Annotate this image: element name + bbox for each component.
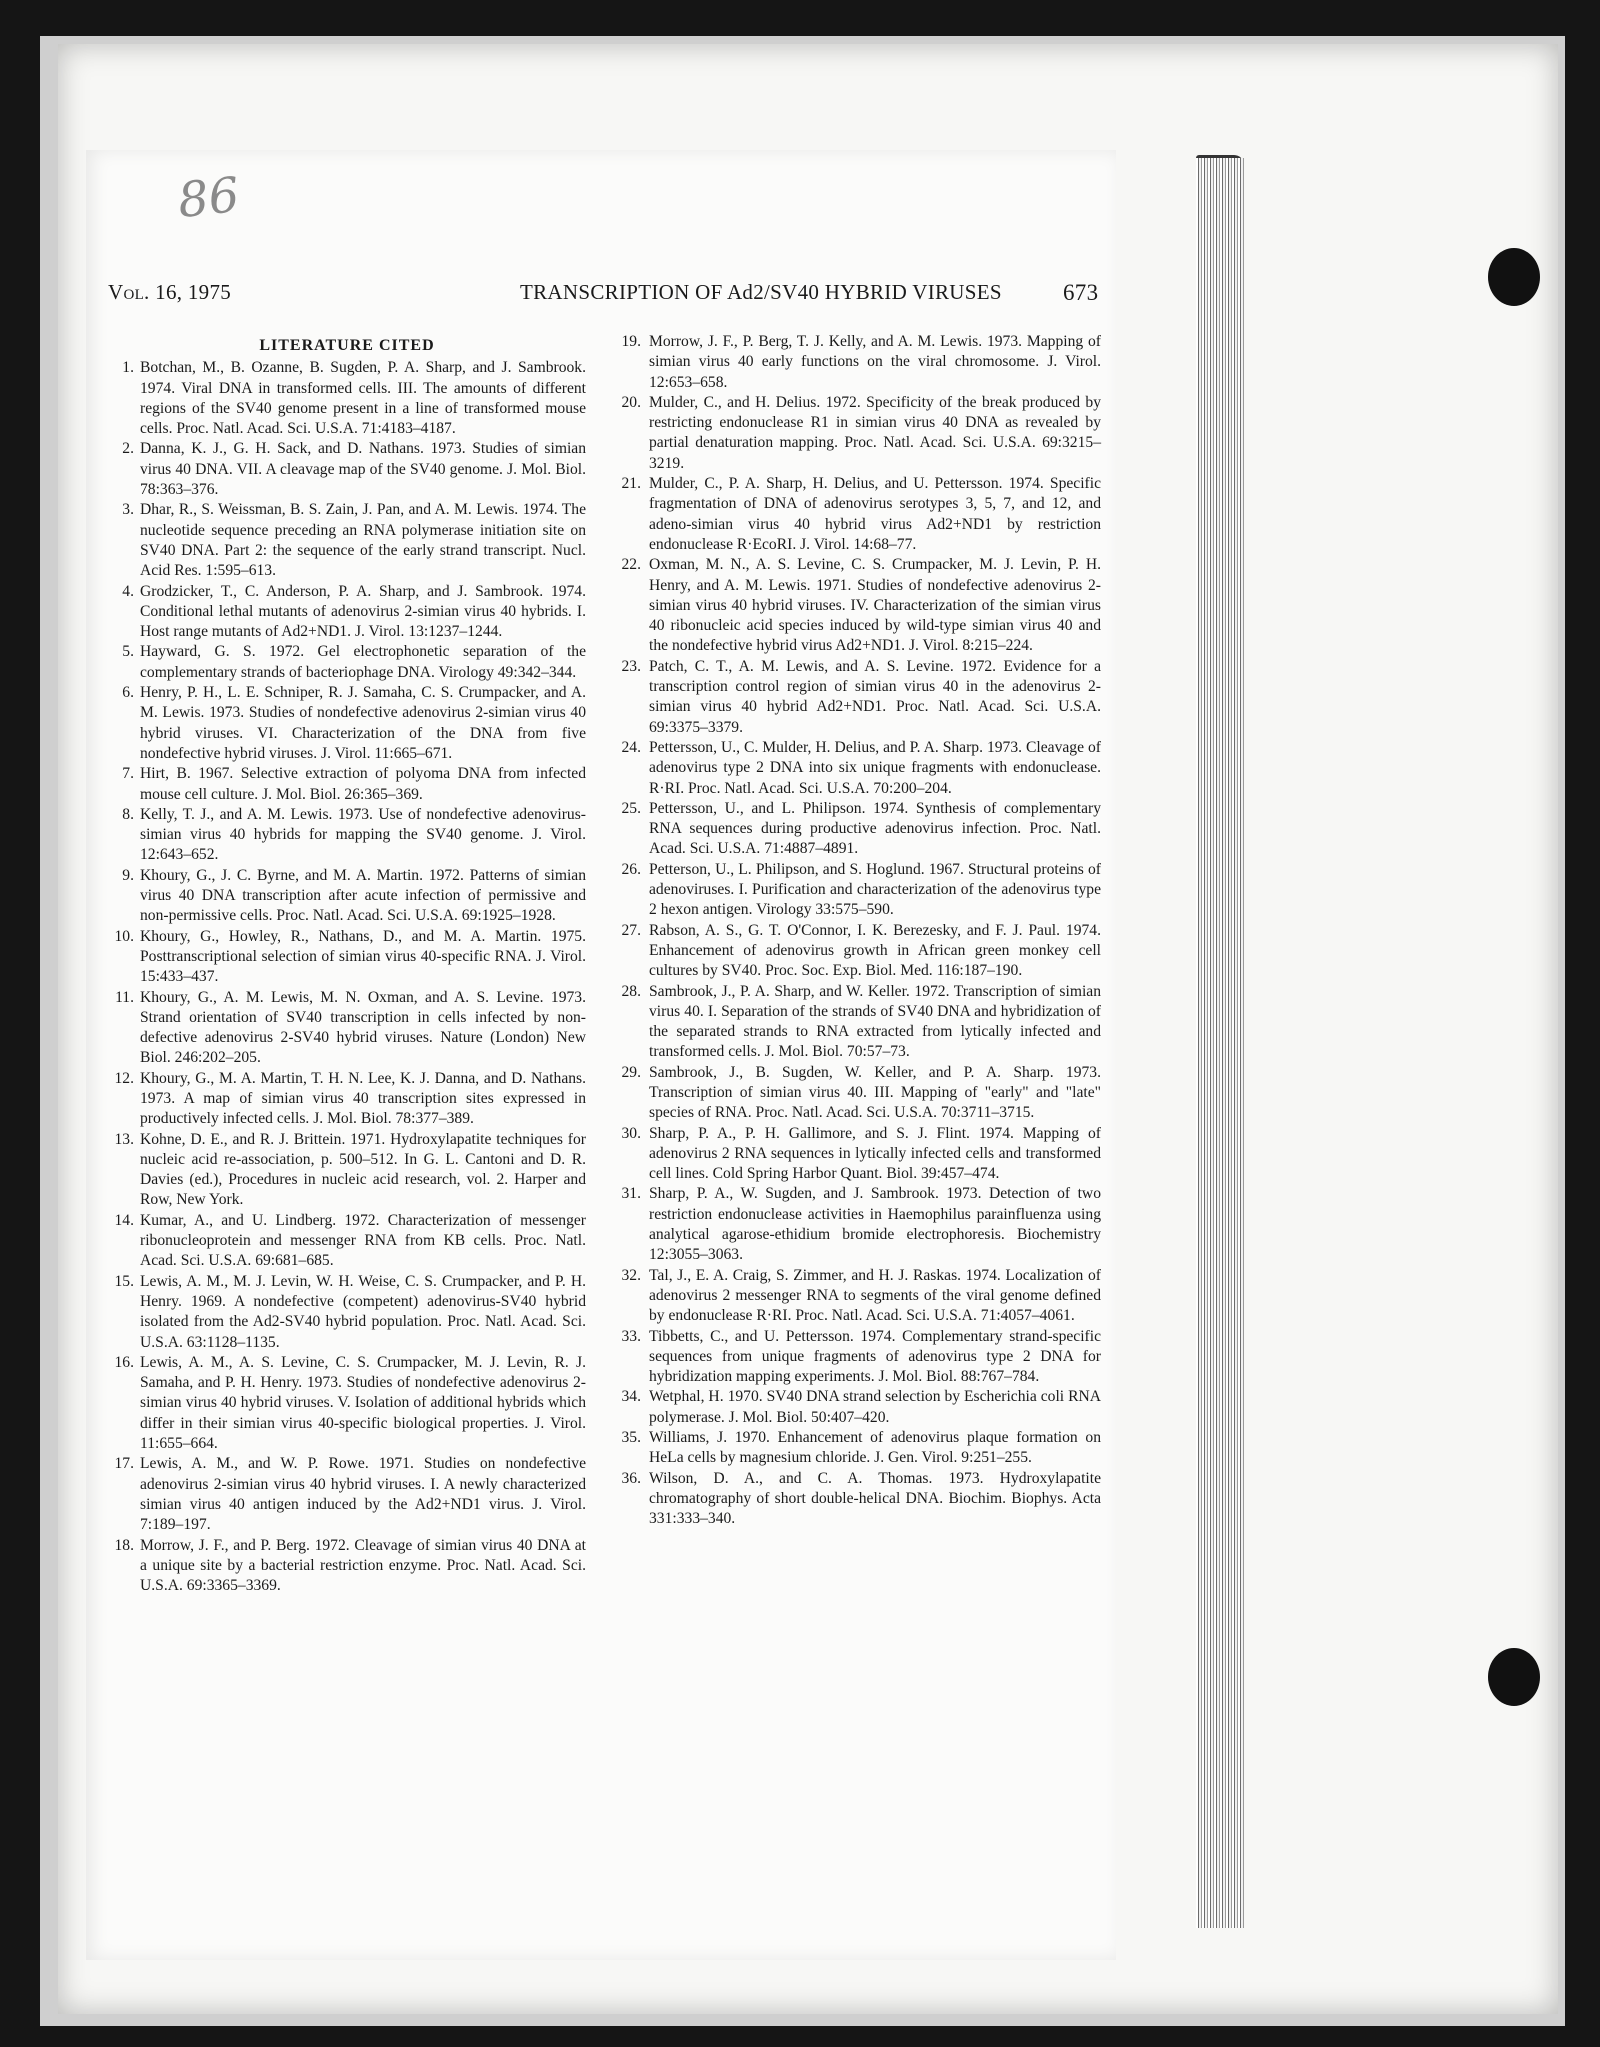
reference-item bbox=[108, 683, 586, 764]
reference-number: 29. bbox=[621, 1063, 641, 1081]
punch-hole bbox=[1488, 248, 1540, 306]
reference-item bbox=[108, 988, 586, 1069]
reference-item bbox=[611, 738, 1101, 799]
reference-number: 9. bbox=[122, 866, 134, 884]
reference-number: 12. bbox=[114, 1069, 134, 1087]
reference-item bbox=[611, 799, 1101, 860]
reference-item bbox=[108, 439, 586, 500]
reference-number: 18. bbox=[114, 1536, 134, 1554]
reference-number: 21. bbox=[621, 475, 641, 493]
reference-number: 32. bbox=[621, 1266, 641, 1284]
reference-text: Lewis, A. M., and W. P. Rowe. 1971. Studies on nondefective adenovirus 2-simian virus 40 hybrid viruses. I. A newly characterized simian virus 40 antigen induced by the Ad2+ND1 virus. J. Virol. 7:189–197. bbox=[140, 1455, 586, 1534]
reference-number: 34. bbox=[621, 1388, 641, 1406]
reference-text: Dhar, R., S. Weissman, B. S. Zain, J. Pan, and A. M. Lewis. 1974. The nucleotide sequence preceding an RNA polymerase initiation site on SV40 DNA. Part 2: the sequence of the early strand transcript. Nucl. Acid Res. 1:595–613. bbox=[140, 501, 586, 580]
reference-text: Grodzicker, T., C. Anderson, P. A. Sharp, and J. Sambrook. 1974. Conditional lethal mutants of adenovirus 2-simian virus 40 hybrids. I. Host range mutants of Ad2+ND1. J. Virol. 13:1237–1244. bbox=[140, 582, 586, 641]
reference-text: Mulder, C., and H. Delius. 1972. Specificity of the break produced by restricting endonuclease R1 in simian virus 40 DNA as revealed by partial denaturation mapping. Proc. Natl. Acad. Sci. U.S.A. 69:3215–3219. bbox=[649, 393, 1101, 472]
reference-item bbox=[108, 764, 586, 805]
reference-text: Williams, J. 1970. Enhancement of adenovirus plaque formation on HeLa cells by magnesium chloride. J. Gen. Virol. 9:251–255. bbox=[649, 1429, 1101, 1467]
left-column bbox=[108, 332, 586, 1596]
reference-text: Morrow, J. F., and P. Berg. 1972. Cleavage of simian virus 40 DNA at a unique site by a bacterial restriction enzyme. Proc. Natl. Acad. Sci. U.S.A. 69:3365–3369. bbox=[140, 1536, 586, 1595]
reference-item bbox=[611, 1469, 1101, 1530]
reference-number: 36. bbox=[621, 1469, 641, 1487]
reference-item bbox=[108, 1536, 586, 1597]
reference-number: 3. bbox=[122, 501, 134, 519]
reference-item bbox=[611, 393, 1101, 474]
reference-text: Morrow, J. F., P. Berg, T. J. Kelly, and A. M. Lewis. 1973. Mapping of simian virus 40 early functions on the viral chromosome. J. Virol. 12:653–658. bbox=[649, 333, 1101, 391]
reference-text: Sambrook, J., B. Sugden, W. Keller, and P. A. Sharp. 1973. Transcription of simian virus 40. III. Mapping of "early" and "late" species of RNA. Proc. Natl. Acad. Sci. U.S.A. 70:3711–3715. bbox=[649, 1063, 1101, 1122]
reference-item bbox=[108, 642, 586, 683]
reference-text: Tal, J., E. A. Craig, S. Zimmer, and H. J. Raskas. 1974. Localization of adenovirus 2 messenger RNA to segments of the viral genome defined by endonuclease R·RI. Proc. Natl. Acad. Sci. U.S.A. 71:4057–4061. bbox=[649, 1266, 1101, 1325]
reference-text: Lewis, A. M., M. J. Levin, W. H. Weise, C. S. Crumpacker, and P. H. Henry. 1969. A nondefective (competent) adenovirus-SV40 hybrid isolated from the Ad2-SV40 hybrid population. Proc. Natl. Acad. Sci. U.S.A. 63:1128–1135. bbox=[140, 1272, 586, 1351]
reference-item bbox=[611, 1124, 1101, 1185]
reference-item bbox=[611, 474, 1101, 555]
reference-number: 14. bbox=[114, 1211, 134, 1229]
reference-text: Tibbetts, C., and U. Pettersson. 1974. Complementary strand-specific sequences from unique fragments of adenovirus type 2 DNA for hybridization mapping experiments. J. Mol. Biol. 88:767–784. bbox=[649, 1327, 1101, 1386]
reference-item bbox=[611, 657, 1101, 738]
reference-number: 23. bbox=[621, 657, 641, 675]
reference-text: Wilson, D. A., and C. A. Thomas. 1973. Hydroxylapatite chromatography of short double-helical DNA. Biochim. Biophys. Acta 331:333–340. bbox=[649, 1469, 1101, 1528]
reference-item bbox=[611, 1387, 1101, 1428]
reference-number: 13. bbox=[114, 1130, 134, 1148]
reference-number: 28. bbox=[621, 982, 641, 1000]
reference-number: 7. bbox=[122, 765, 134, 783]
reference-item bbox=[108, 358, 586, 439]
right-column bbox=[611, 332, 1101, 1530]
reference-number: 22. bbox=[621, 556, 641, 574]
reference-item bbox=[611, 1266, 1101, 1327]
reference-item bbox=[108, 866, 586, 927]
reference-item bbox=[108, 1454, 586, 1535]
reference-text: Petterson, U., L. Philipson, and S. Hoglund. 1967. Structural proteins of adenoviruses. I. Purification and characterization of the adenovirus type 2 hexon antigen. Virology 33:575–590. bbox=[649, 860, 1101, 919]
reference-item bbox=[611, 1327, 1101, 1388]
page-stack-edge bbox=[1196, 158, 1244, 1928]
reference-number: 6. bbox=[122, 684, 134, 702]
handwritten-mark: 86 bbox=[175, 166, 242, 230]
reference-number: 2. bbox=[122, 440, 134, 458]
punch-hole bbox=[1488, 1648, 1540, 1706]
reference-text: Patch, C. T., A. M. Lewis, and A. S. Levine. 1972. Evidence for a transcription control region of simian virus 40 in the adenovirus 2-simian virus 40 hybrid Ad2+ND1. Proc. Natl. Acad. Sci. U.S.A. 69:3375–3379. bbox=[649, 657, 1101, 736]
reference-text: Khoury, G., J. C. Byrne, and M. A. Martin. 1972. Patterns of simian virus 40 DNA transcription after acute infection of permissive and non-permissive cells. Proc. Natl. Acad. Sci. U.S.A. 69:1925–1928. bbox=[140, 866, 586, 925]
reference-number: 25. bbox=[621, 799, 641, 817]
reference-item bbox=[108, 500, 586, 581]
reference-text: Wetphal, H. 1970. SV40 DNA strand selection by Escherichia coli RNA polymerase. J. Mol. Biol. 50:407–420. bbox=[649, 1388, 1101, 1426]
reference-text: Kumar, A., and U. Lindberg. 1972. Characterization of messenger ribonucleoprotein and messenger RNA from KB cells. Proc. Natl. Acad. Sci. U.S.A. 69:681–685. bbox=[140, 1211, 586, 1270]
reference-text: Botchan, M., B. Ozanne, B. Sugden, P. A. Sharp, and J. Sambrook. 1974. Viral DNA in transformed cells. III. The amounts of different regions of the SV40 genome present in a line of transformed mouse cells. Proc. Natl. Acad. Sci. U.S.A. 71:4183–4187. bbox=[140, 359, 586, 438]
reference-item bbox=[611, 1428, 1101, 1469]
reference-item bbox=[108, 805, 586, 866]
running-head-title: TRANSCRIPTION OF Ad2/SV40 HYBRID VIRUSES bbox=[520, 280, 1002, 304]
reference-number: 17. bbox=[114, 1455, 134, 1473]
reference-text: Hirt, B. 1967. Selective extraction of polyoma DNA from infected mouse cell culture. J. Mol. Biol. 26:365–369. bbox=[140, 765, 586, 803]
reference-number: 4. bbox=[122, 582, 134, 600]
reference-text: Khoury, G., M. A. Martin, T. H. N. Lee, K. J. Danna, and D. Nathans. 1973. A map of simian virus 40 transcription sites expressed in productively infected cells. J. Mol. Biol. 78:377–389. bbox=[140, 1069, 586, 1128]
reference-text: Sharp, P. A., W. Sugden, and J. Sambrook. 1973. Detection of two restriction endonuclease activities in Haemophilus parainfluenza using analytical agarose-ethidium bromide electrophoresis. Biochemistry 12:3055–3063. bbox=[649, 1185, 1101, 1264]
reference-number: 27. bbox=[621, 921, 641, 939]
reference-text: Sharp, P. A., P. H. Gallimore, and S. J. Flint. 1974. Mapping of adenovirus 2 RNA sequences in lytically infected cells and transformed cell lines. Cold Spring Harbor Quant. Biol. 39:457–474. bbox=[649, 1124, 1101, 1183]
reference-number: 24. bbox=[621, 738, 641, 756]
reference-text: Pettersson, U., and L. Philipson. 1974. Synthesis of complementary RNA sequences during productive adenovirus infection. Proc. Natl. Acad. Sci. U.S.A. 71:4887–4891. bbox=[649, 799, 1101, 858]
reference-number: 26. bbox=[621, 860, 641, 878]
reference-number: 30. bbox=[621, 1124, 641, 1142]
reference-text: Khoury, G., Howley, R., Nathans, D., and M. A. Martin. 1975. Posttranscriptional selection of simian virus 40-specific RNA. J. Virol. 15:433–437. bbox=[140, 927, 586, 986]
reference-text: Kelly, T. J., and A. M. Lewis. 1973. Use of nondefective adenovirus-simian virus 40 hybrids for mapping the SV40 genome. J. Virol. 12:643–652. bbox=[140, 805, 586, 864]
reference-list-right bbox=[611, 332, 1101, 1530]
reference-number: 31. bbox=[621, 1185, 641, 1203]
reference-text: Danna, K. J., G. H. Sack, and D. Nathans. 1973. Studies of simian virus 40 DNA. VII. A cleavage map of the SV40 genome. J. Mol. Biol. 78:363–376. bbox=[140, 440, 586, 499]
reference-item bbox=[611, 1063, 1101, 1124]
reference-item bbox=[611, 1184, 1101, 1265]
reference-number: 1. bbox=[122, 359, 134, 377]
reference-number: 5. bbox=[122, 643, 134, 661]
reference-item bbox=[611, 555, 1101, 656]
reference-text: Lewis, A. M., A. S. Levine, C. S. Crumpacker, M. J. Levin, R. J. Samaha, and P. H. Henry. 1973. Studies of nondefective adenovirus 2-simian virus 40 hybrid viruses. V. Isolation of additional hybrids which differ in their simian virus 40-specific biological properties. J. Virol. 11:655–664. bbox=[140, 1353, 586, 1453]
reference-text: Henry, P. H., L. E. Schniper, R. J. Samaha, C. S. Crumpacker, and A. M. Lewis. 1973. Studies of nondefective adenovirus 2-simian virus 40 hybrid viruses. VI. Characterization of the DNA from five nondefective hybrid viruses. J. Virol. 11:665–671. bbox=[140, 684, 586, 762]
reference-number: 15. bbox=[114, 1272, 134, 1290]
reference-number: 20. bbox=[621, 393, 641, 411]
reference-item bbox=[611, 332, 1101, 393]
reference-item bbox=[108, 1211, 586, 1272]
section-heading: LITERATURE CITED bbox=[259, 337, 435, 354]
reference-number: 10. bbox=[114, 927, 134, 945]
page-number: 673 bbox=[1063, 280, 1099, 305]
reference-text: Khoury, G., A. M. Lewis, M. N. Oxman, and A. S. Levine. 1973. Strand orientation of SV40 transcription in cells infected by non-defective adenovirus 2-SV40 hybrid viruses. Nature (London) New Biol. 246:202–205. bbox=[140, 988, 586, 1067]
reference-item bbox=[108, 927, 586, 988]
reference-text: Kohne, D. E., and R. J. Brittein. 1971. Hydroxylapatite techniques for nucleic acid re-association, p. 500–512. In G. L. Cantoni and D. R. Davies (ed.), Procedures in nucleic acid research, vol. 2. Harper and Row, New York. bbox=[140, 1130, 586, 1209]
reference-text: Hayward, G. S. 1972. Gel electrophonetic separation of the complementary strands of bacteriophage DNA. Virology 49:342–344. bbox=[140, 643, 586, 681]
reference-number: 19. bbox=[621, 333, 641, 350]
reference-item bbox=[108, 1272, 586, 1353]
reference-item bbox=[611, 982, 1101, 1063]
running-head-volume: Vol. 16, 1975 bbox=[108, 280, 232, 304]
reference-number: 11. bbox=[115, 988, 134, 1006]
reference-list-left bbox=[108, 358, 586, 1596]
reference-text: Rabson, A. S., G. T. O'Connor, I. K. Berezesky, and F. J. Paul. 1974. Enhancement of adenovirus growth in African green monkey cell cultures by SV40. Proc. Soc. Exp. Biol. Med. 116:187–190. bbox=[649, 921, 1101, 980]
reference-text: Sambrook, J., P. A. Sharp, and W. Keller. 1972. Transcription of simian virus 40. I. Separation of the strands of SV40 DNA and hybridization of the separated strands to RNA extracted from lytically infected and transformed cells. J. Mol. Biol. 70:57–73. bbox=[649, 982, 1101, 1061]
reference-number: 8. bbox=[122, 805, 134, 823]
reference-item bbox=[108, 1069, 586, 1130]
reference-item bbox=[108, 582, 586, 643]
reference-item bbox=[108, 1130, 586, 1211]
reference-item bbox=[611, 921, 1101, 982]
reference-item bbox=[108, 1353, 586, 1454]
reference-number: 33. bbox=[621, 1327, 641, 1345]
reference-number: 16. bbox=[114, 1353, 134, 1371]
reference-text: Mulder, C., P. A. Sharp, H. Delius, and U. Pettersson. 1974. Specific fragmentation of DNA of adenovirus serotypes 3, 5, 7, and 12, and adeno-simian virus 40 hybrid virus Ad2+ND1 by restriction endonuclease R·EcoRI. J. Virol. 14:68–77. bbox=[649, 475, 1101, 553]
reference-text: Pettersson, U., C. Mulder, H. Delius, and P. A. Sharp. 1973. Cleavage of adenovirus type 2 DNA into six unique fragments with endonuclease. R·RI. Proc. Natl. Acad. Sci. U.S.A. 70:200–204. bbox=[649, 738, 1101, 797]
reference-item bbox=[611, 860, 1101, 921]
reference-text: Oxman, M. N., A. S. Levine, C. S. Crumpacker, M. J. Levin, P. H. Henry, and A. M. Lewis. 1971. Studies of nondefective adenovirus 2-simian virus 40 hybrid viruses. IV. Characterization of the simian virus 40 ribonucleic acid species induced by wild-type simian virus 40 and the nondefective hybrid virus Ad2+ND1. J. Virol. 8:215–224. bbox=[649, 556, 1101, 655]
reference-number: 35. bbox=[621, 1429, 641, 1447]
